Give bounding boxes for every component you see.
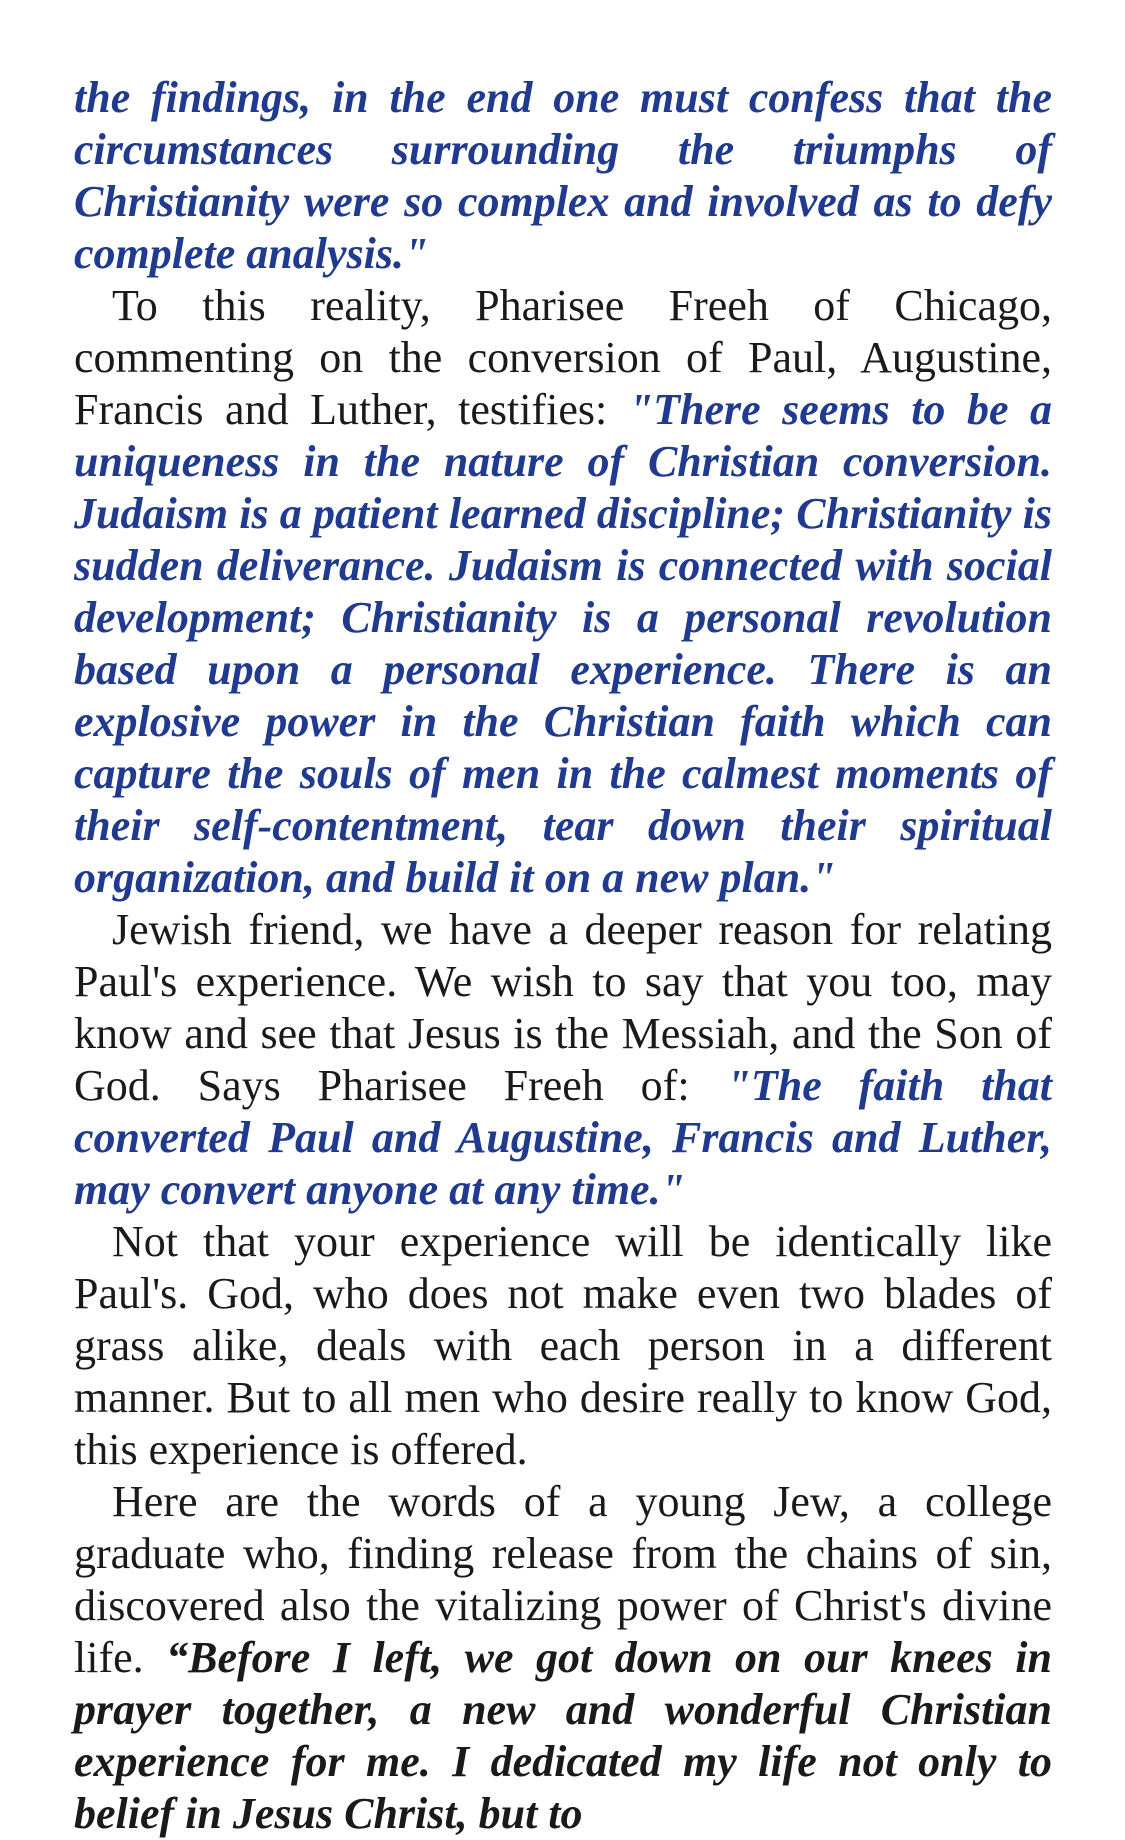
paragraph-4 <box>74 1216 1052 1476</box>
body-text: Here are the words of a young Jew, a college graduate who, finding release from the chains of sin, discovered also the vitalizing power of Christ's divine life. <box>74 1477 1052 1682</box>
paragraph-3 <box>74 904 1052 1216</box>
quote-text: the findings, in the end one must confess that the circumstances surrounding the triumphs of Christianity were so complex and involved as to defy complete analysis." <box>74 73 1052 278</box>
body-text: Jewish friend, we have a deeper reason for relating Paul's experience. We wish to say that you too, may know and see that Jesus is the Messiah, and the Son of God. Says Pharisee Freeh of: <box>74 905 1052 1110</box>
document-page <box>74 72 1052 1840</box>
quote-text: “Before I left, we got down on our knees in prayer together, a new and wonderful Christian experience for me. I dedicated my life not only to belief in Jesus Christ, but to <box>74 1633 1052 1838</box>
body-text: To this reality, Pharisee Freeh of Chicago, commenting on the conversion of Paul, Augustine, Francis and Luther, testifies: <box>74 281 1052 434</box>
paragraph-2 <box>74 280 1052 904</box>
quote-text: "The faith that converted Paul and Augustine, Francis and Luther, may convert anyone at any time." <box>74 1061 1053 1214</box>
paragraph-1 <box>74 72 1052 280</box>
quote-text: "There seems to be a uniqueness in the nature of Christian conversion. Judaism is a patient learned discipline; Christianity is sudden deliverance. Judaism is connected with social development; Christianity is a personal revolution based upon a personal experience. There is an explosive power in the Christian faith which can capture the souls of men in the calmest moments of their self-contentment, tear down their spiritual organization, and build it on a new plan." <box>74 385 1052 902</box>
paragraph-5 <box>74 1476 1052 1840</box>
body-text: Not that your experience will be identically like Paul's. God, who does not make even two blades of grass alike, deals with each person in a different manner. But to all men who desire really to know God, this experience is offered. <box>74 1217 1052 1474</box>
